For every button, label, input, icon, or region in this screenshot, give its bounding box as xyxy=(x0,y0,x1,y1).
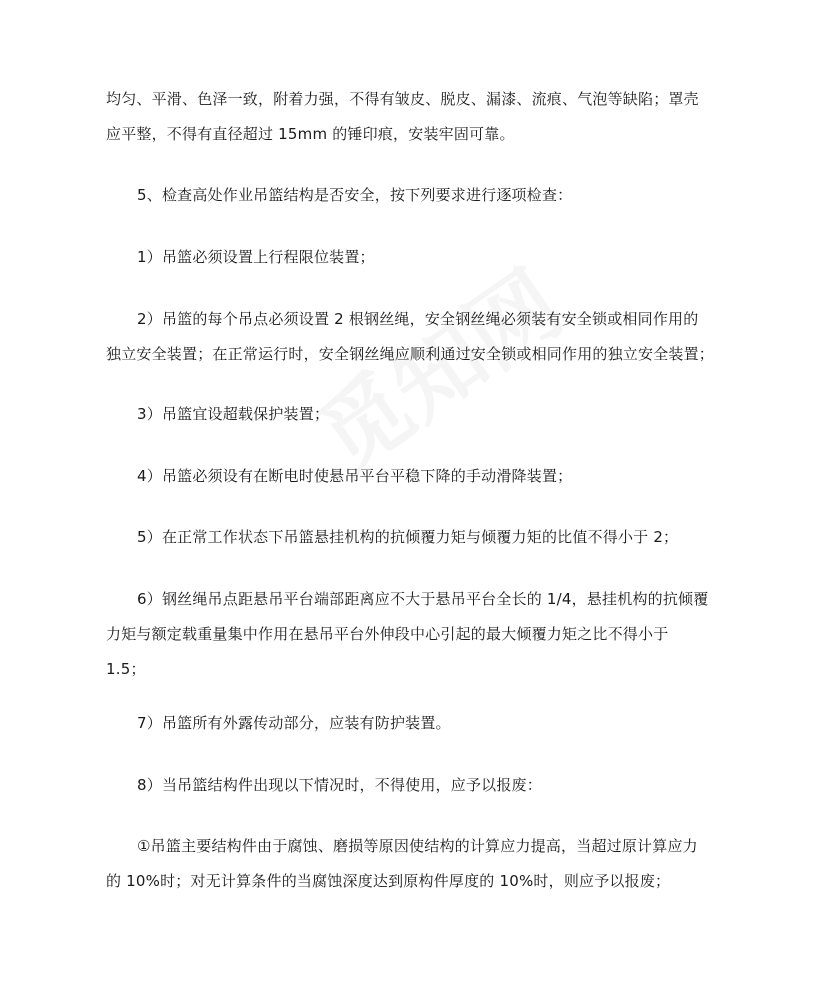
text-line: 均匀、平滑、色泽一致，附着力强，不得有皱皮、脱皮、漏漆、流痕、气泡等缺陷；罩壳 xyxy=(106,90,699,108)
text-line: 1）吊篮必须设置上行程限位装置； xyxy=(137,248,375,266)
sub-item-circled-1 xyxy=(106,829,726,899)
text-line: 6）钢丝绳吊点距悬吊平台端部距离应不大于悬吊平台全长的 1/4，悬挂机构的抗倾覆 xyxy=(137,590,709,608)
list-item-3 xyxy=(106,397,726,432)
text-line: 5）在正常工作状态下吊篮悬挂机构的抗倾覆力矩与倾覆力矩的比值不得小于 2； xyxy=(137,528,679,546)
text-line: 4）吊篮必须设有在断电时使悬吊平台平稳下降的手动滑降装置； xyxy=(137,467,573,485)
text-line: 的 10%时；对无计算条件的当腐蚀深度达到原构件厚度的 10%时，则应予以报废； xyxy=(106,872,671,890)
paragraph-coating-requirements xyxy=(106,82,726,152)
list-item-6 xyxy=(106,582,726,687)
list-item-5 xyxy=(106,520,726,555)
list-item-8 xyxy=(106,768,726,803)
text-line: 5、检查高处作业吊篮结构是否安全，按下列要求进行逐项检查： xyxy=(137,186,573,204)
list-item-1 xyxy=(106,240,726,275)
text-line: ①吊篮主要结构件由于腐蚀、磨损等原因使结构的计算应力提高，当超过原计算应力 xyxy=(137,837,698,855)
text-line: 1.5； xyxy=(106,660,146,678)
text-line: 3）吊篮宜设超载保护装置； xyxy=(137,405,330,423)
paragraph-section-5-heading xyxy=(106,178,726,213)
text-line: 8）当吊篮结构件出现以下情况时，不得使用，应予以报废： xyxy=(137,776,542,794)
list-item-2 xyxy=(106,302,726,372)
list-item-7 xyxy=(106,706,726,741)
text-line: 应平整，不得有直径超过 15mm 的锤印痕，安装牢固可靠。 xyxy=(106,125,515,143)
text-line: 2）吊篮的每个吊点必须设置 2 根钢丝绳，安全钢丝绳必须装有安全锁或相同作用的 xyxy=(137,310,699,328)
list-item-4 xyxy=(106,459,726,494)
text-line: 独立安全装置；在正常运行时，安全钢丝绳应顺利通过安全锁或相同作用的独立安全装置； xyxy=(106,345,715,363)
text-line: 力矩与额定载重量集中作用在悬吊平台外伸段中心引起的最大倾覆力矩之比不得小于 xyxy=(106,625,669,643)
text-line: 7）吊篮所有外露传动部分，应装有防护装置。 xyxy=(137,714,451,732)
